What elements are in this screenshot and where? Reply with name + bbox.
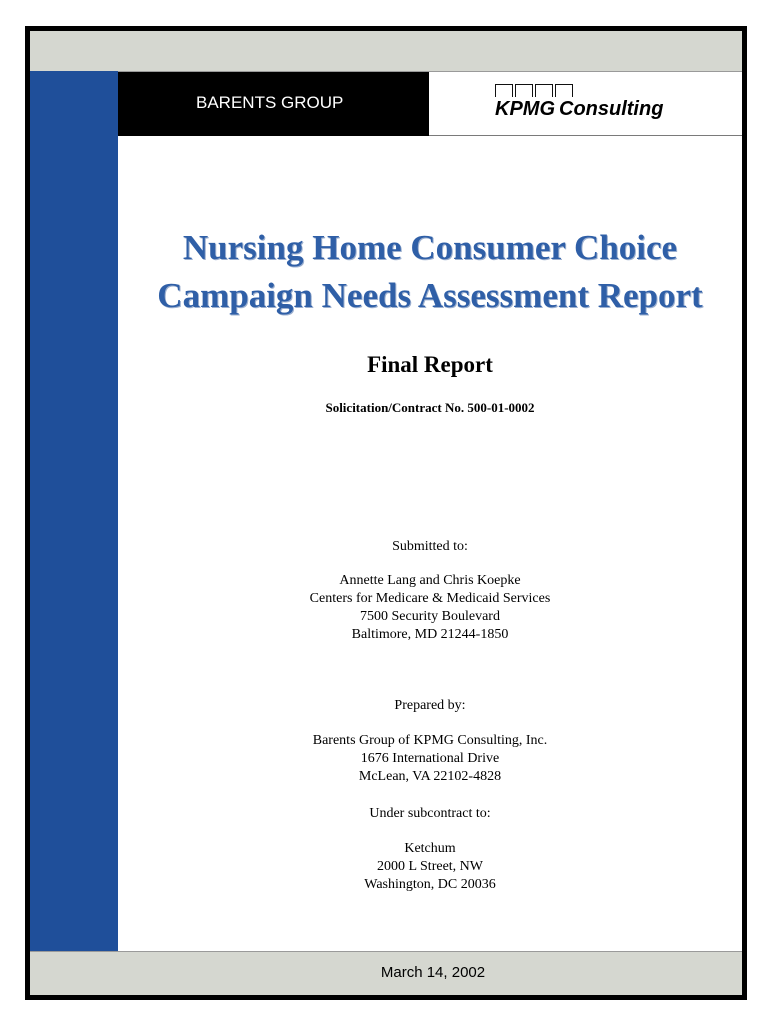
- report-date: March 14, 2002: [380, 964, 486, 981]
- subcontract-label: Under subcontract to:: [369, 806, 491, 821]
- subcontract-address: [118, 840, 742, 894]
- address-line: Barents Group of KPMG Consulting, Inc.: [312, 733, 548, 748]
- kpmg-logo-header: [429, 72, 742, 136]
- page-frame: [25, 26, 747, 1000]
- left-sidebar-bar: [30, 71, 118, 951]
- prepared-by-address: [118, 732, 742, 786]
- report-title-line-1: Nursing Home Consumer Choice: [182, 228, 678, 267]
- bottom-band: [30, 951, 742, 995]
- address-line: Ketchum: [404, 841, 456, 856]
- report-title-line-2: Campaign Needs Assessment Report: [157, 276, 703, 315]
- kpmg-logo-boxes-icon: [495, 84, 573, 97]
- address-line: 1676 International Drive: [360, 751, 500, 766]
- prepared-by-label: Prepared by:: [394, 698, 466, 713]
- address-line: Centers for Medicare & Medicaid Services: [309, 591, 551, 606]
- barents-group-label: BARENTS GROUP: [196, 93, 344, 112]
- address-line: 7500 Security Boulevard: [360, 609, 500, 624]
- report-subtitle: Final Report: [367, 352, 493, 377]
- kpmg-logo-text: KPMG: [495, 98, 555, 120]
- submitted-to-label: Submitted to:: [392, 539, 468, 554]
- cover-page: [30, 31, 742, 995]
- contract-number: Solicitation/Contract No. 500-01-0002: [325, 400, 535, 415]
- barents-group-header: [118, 72, 429, 136]
- report-title: [118, 224, 742, 320]
- kpmg-consulting-logo: [495, 86, 663, 121]
- address-line: Washington, DC 20036: [364, 877, 496, 892]
- top-band: [30, 31, 742, 72]
- address-line: 2000 L Street, NW: [376, 859, 483, 874]
- address-line: McLean, VA 22102-4828: [358, 769, 502, 784]
- address-line: Annette Lang and Chris Koepke: [339, 573, 521, 588]
- address-line: Baltimore, MD 21244-1850: [351, 627, 509, 642]
- submitted-to-address: [118, 572, 742, 644]
- consulting-logo-text: Consulting: [559, 98, 664, 120]
